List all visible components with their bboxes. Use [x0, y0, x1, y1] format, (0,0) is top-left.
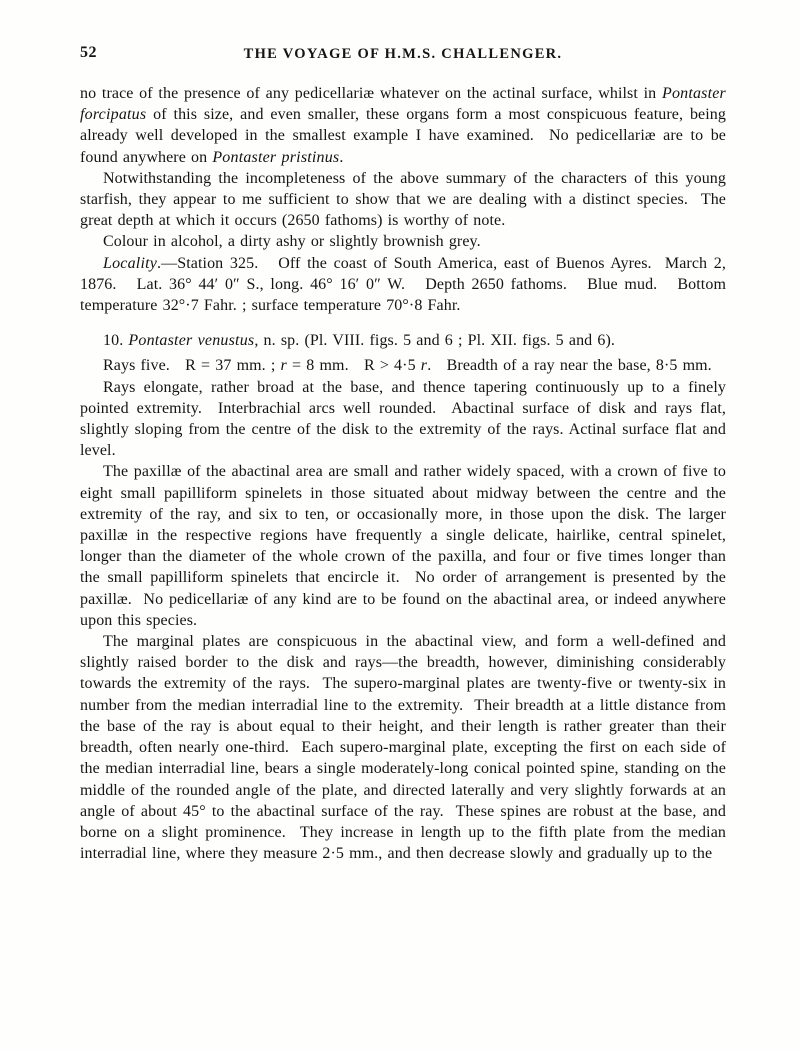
italic-run: Locality	[103, 254, 158, 272]
page-body	[80, 83, 732, 864]
text-run: The marginal plates are conspicuous in the abactinal view, and form a well-defined and slightly raised border to the disk and rays—the breadth, however, diminishing considerably towards the extremity of the rays. The supero-marginal plates are twenty-five or twenty-six in number from the median interradial line to the extremity. Their breadth at a little distance from the base of the ray is about equal to their height, and their length is rather greater than their breadth, often nearly one-third. Each supero-marginal plate, excepting the first on each side of the median interradial line, bears a single moderately-long conical pointed spine, standing on the middle of the rounded angle of the plate, and directed laterally and very slightly forwards at an angle of about 45° to the abactinal surface of the ray. These spines are robust at the base, and borne on a slight prominence. They increase in length up to the fifth plate from the median interradial line, where they measure 2·5 mm., and then decrease slowly and gradually up to the	[80, 633, 732, 863]
page-number: 52	[80, 44, 97, 61]
page-header	[80, 44, 726, 66]
paragraph	[80, 461, 732, 631]
running-title: THE VOYAGE OF H.M.S. CHALLENGER.	[243, 46, 563, 62]
text-run: .	[339, 148, 344, 166]
paragraph	[80, 231, 726, 252]
text-run: of this size, and even smaller, these organs form a most conspicuous feature, being already well developed in the smallest example I have examined. No pedicellariæ are to be found anywhere on	[80, 106, 732, 166]
italic-run: Pontaster forcipatus	[80, 85, 732, 124]
text-run: . Breadth of a ray near the base, 8·5 mm.	[427, 357, 712, 375]
paragraph	[80, 83, 732, 168]
italic-run: Pontaster venustus	[128, 332, 255, 350]
paragraph	[80, 253, 732, 317]
italic-run: r	[280, 357, 287, 375]
text-run: 10.	[103, 332, 129, 350]
text-run: .—Station 325. Off the coast of South America, east of Buenos Ayres. March 2, 1876. Lat. 36° 44′ 0″ S., long. 46° 16′ 0″ W. Depth 2650 fathoms. Blue mud. Bottom temperature 32°·7 Fahr. ; surface temperature 70°·8 Fahr.	[80, 254, 732, 315]
paragraph	[80, 330, 726, 351]
text-run: , n. sp. (Pl. VIII. figs. 5 and 6 ; Pl. XII. figs. 5 and 6).	[254, 332, 616, 350]
text-run: The paxillæ of the abactinal area are small and rather widely spaced, with a crown of five to eight small papilliform spinelets in those situated about midway between the centre and the extremity of the ray, and six to ten, or occasionally more, in those upon the disk. The larger paxillæ in the respective regions have frequently a single delicate, hairlike, central spinelet, longer than the diameter of the whole crown of the paxilla, and four or five times longer than the small papilliform spinelets that encircle it. No order of arrangement is presented by the paxillæ. No pedicellariæ of any kind are to be found on the abactinal area, or indeed anywhere upon this species.	[80, 463, 732, 629]
paragraph	[80, 631, 732, 864]
text-run: Rays elongate, rather broad at the base, and thence tapering continuously up to a finely pointed extremity. Interbrachial arcs well rounded. Abactinal surface of disk and rays flat, slightly sloping from the centre of the disk to the extremity of the rays. Actinal surface flat and level.	[80, 378, 732, 460]
paragraph	[80, 355, 726, 376]
text-run: no trace of the presence of any pedicellariæ whatever on the actinal surface, whilst in	[80, 85, 662, 102]
text-run: = 8 mm. R > 4·5	[286, 357, 421, 375]
text-run: Rays five. R = 37 mm. ;	[103, 357, 281, 375]
italic-run: r	[420, 357, 428, 375]
paragraph	[80, 168, 732, 232]
text-run: Colour in alcohol, a dirty ashy or slightly brownish grey.	[103, 233, 481, 251]
text-run: Notwithstanding the incompleteness of the above summary of the characters of this young starfish, they appear to me sufficient to show that we are dealing with a distinct species. The great depth at which it occurs (2650 fathoms) is worthy of note.	[80, 169, 732, 230]
paragraph	[80, 377, 732, 462]
italic-run: Pontaster pristinus	[212, 148, 340, 166]
